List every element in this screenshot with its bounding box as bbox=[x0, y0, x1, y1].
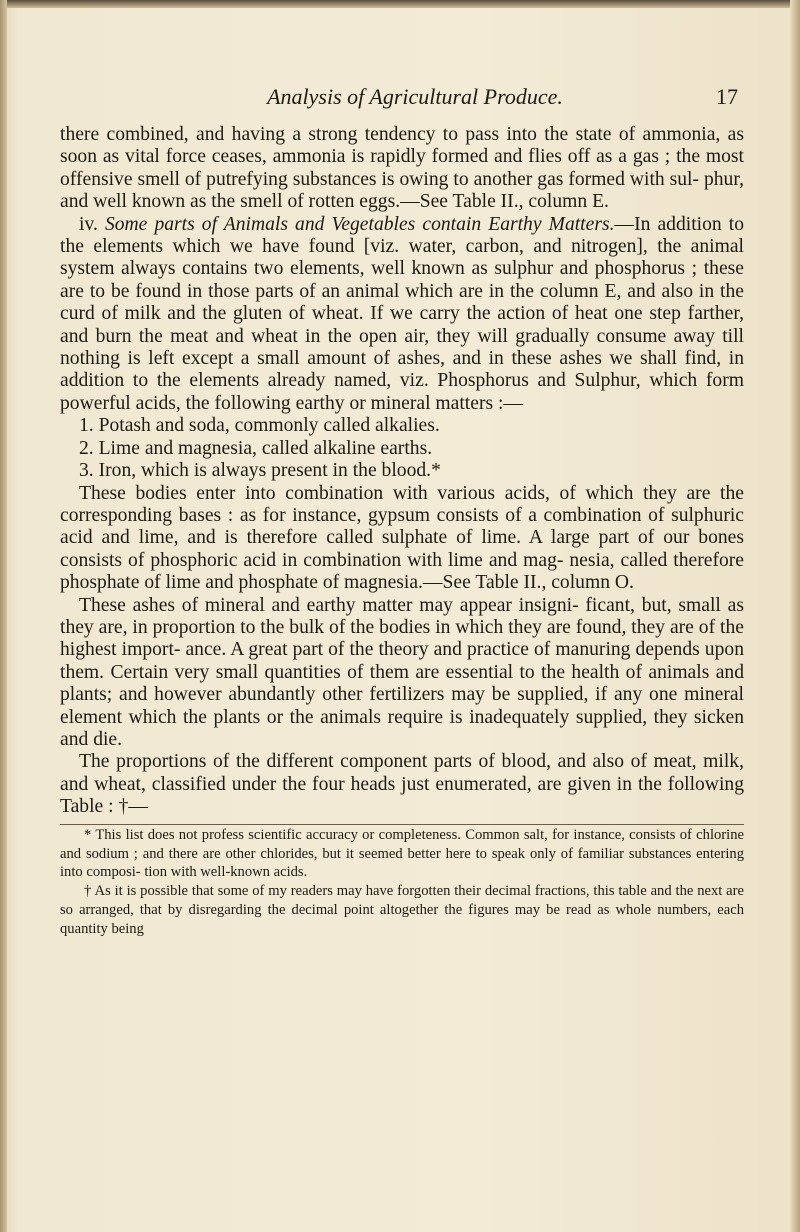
page-left-edge bbox=[0, 0, 7, 1232]
page-right-edge bbox=[790, 0, 800, 1232]
page-top-edge bbox=[0, 0, 800, 8]
list-item-1: 1. Potash and soda, commonly called alkalies. bbox=[79, 415, 440, 437]
paragraph-1: there combined, and having a strong tendency to pass into the state of ammonia, as soon as vital force ceases, ammonia is rapidly formed and flies off as a gas ; the most offensive smell of putrefying substances is owing to another gas formed with sul- phur, and well known as the smell of rotten eggs.—See Table II., column E. bbox=[60, 124, 744, 213]
footnote-2: † As it is possible that some of my readers may have forgotten their decimal fractions, this table and the next are so arranged, that by disregarding the decimal point altogether the figures may be read as whole numbers, each quantity being bbox=[60, 883, 744, 937]
paragraph-3: These bodies enter into combination with various acids, of which they are the corresponding bases : as for instance, gypsum consists of a combination of sulphuric acid and lime, and is therefore called sulphate of lime. A large part of our bones consists of phosphoric acid in combination with lime and mag- nesia, called therefore phosphate of lime and phosphate of magnesia.—See Table II., column O. bbox=[60, 482, 744, 594]
list-item-3: 3. Iron, which is always present in the blood.* bbox=[79, 460, 441, 482]
list-item-2: 2. Lime and magnesia, called alkaline earths. bbox=[79, 437, 433, 459]
paragraph-2 bbox=[60, 214, 744, 416]
footnote-rule bbox=[60, 824, 744, 825]
section-number: iv. bbox=[79, 213, 105, 235]
page-number: 17 bbox=[716, 84, 738, 109]
paragraph-2-text: —In addition to the elements which we have found [viz. water, carbon, and nitrogen], the animal system always contains two elements, well known as sulphur and phosphorus ; these are to be found in those parts of an animal which are in the column E, and also in the curd of milk and the gluten of wheat. If we carry the action of heat one step farther, and burn the meat and wheat in the open air, they will gradually consume away till nothing is left except a small amount of ashes, and in these ashes we shall find, in addition to the elements already named, viz. Phosphorus and Sulphur, which form powerful acids, the following earthy or mineral matters :— bbox=[60, 213, 744, 414]
section-heading: Some parts of Animals and Vegetables contain Earthy Matters. bbox=[104, 213, 615, 235]
running-title: Analysis of Agricultural Produce. bbox=[267, 84, 563, 109]
body-text bbox=[60, 124, 744, 819]
paragraph-4: These ashes of mineral and earthy matter may appear insigni- ficant, but, small as they are, in proportion to the bulk of the bodies in which they are found, they are of the highest import- ance. A great part of the theory and practice of manuring depends upon them. Certain very small quantities of them are essential to the health of animals and plants; and however abundantly other fertilizers may be supplied, if any one mineral element which the plants or the animals require is inadequately supplied, they sicken and die. bbox=[60, 594, 744, 750]
paragraph-5: The proportions of the different component parts of blood, and also of meat, milk, and wheat, classified under the four heads just enumerated, are given in the following Table : †— bbox=[60, 751, 744, 818]
page-header bbox=[0, 84, 800, 116]
footnote-1: * This list does not profess scientific accuracy or completeness. Common salt, for instance, consists of chlorine and sodium ; and there are other chlorides, but it seemed better here to speak only of familiar substances entering into composi- tion with well-known acids. bbox=[60, 827, 744, 881]
footnotes bbox=[60, 826, 744, 938]
